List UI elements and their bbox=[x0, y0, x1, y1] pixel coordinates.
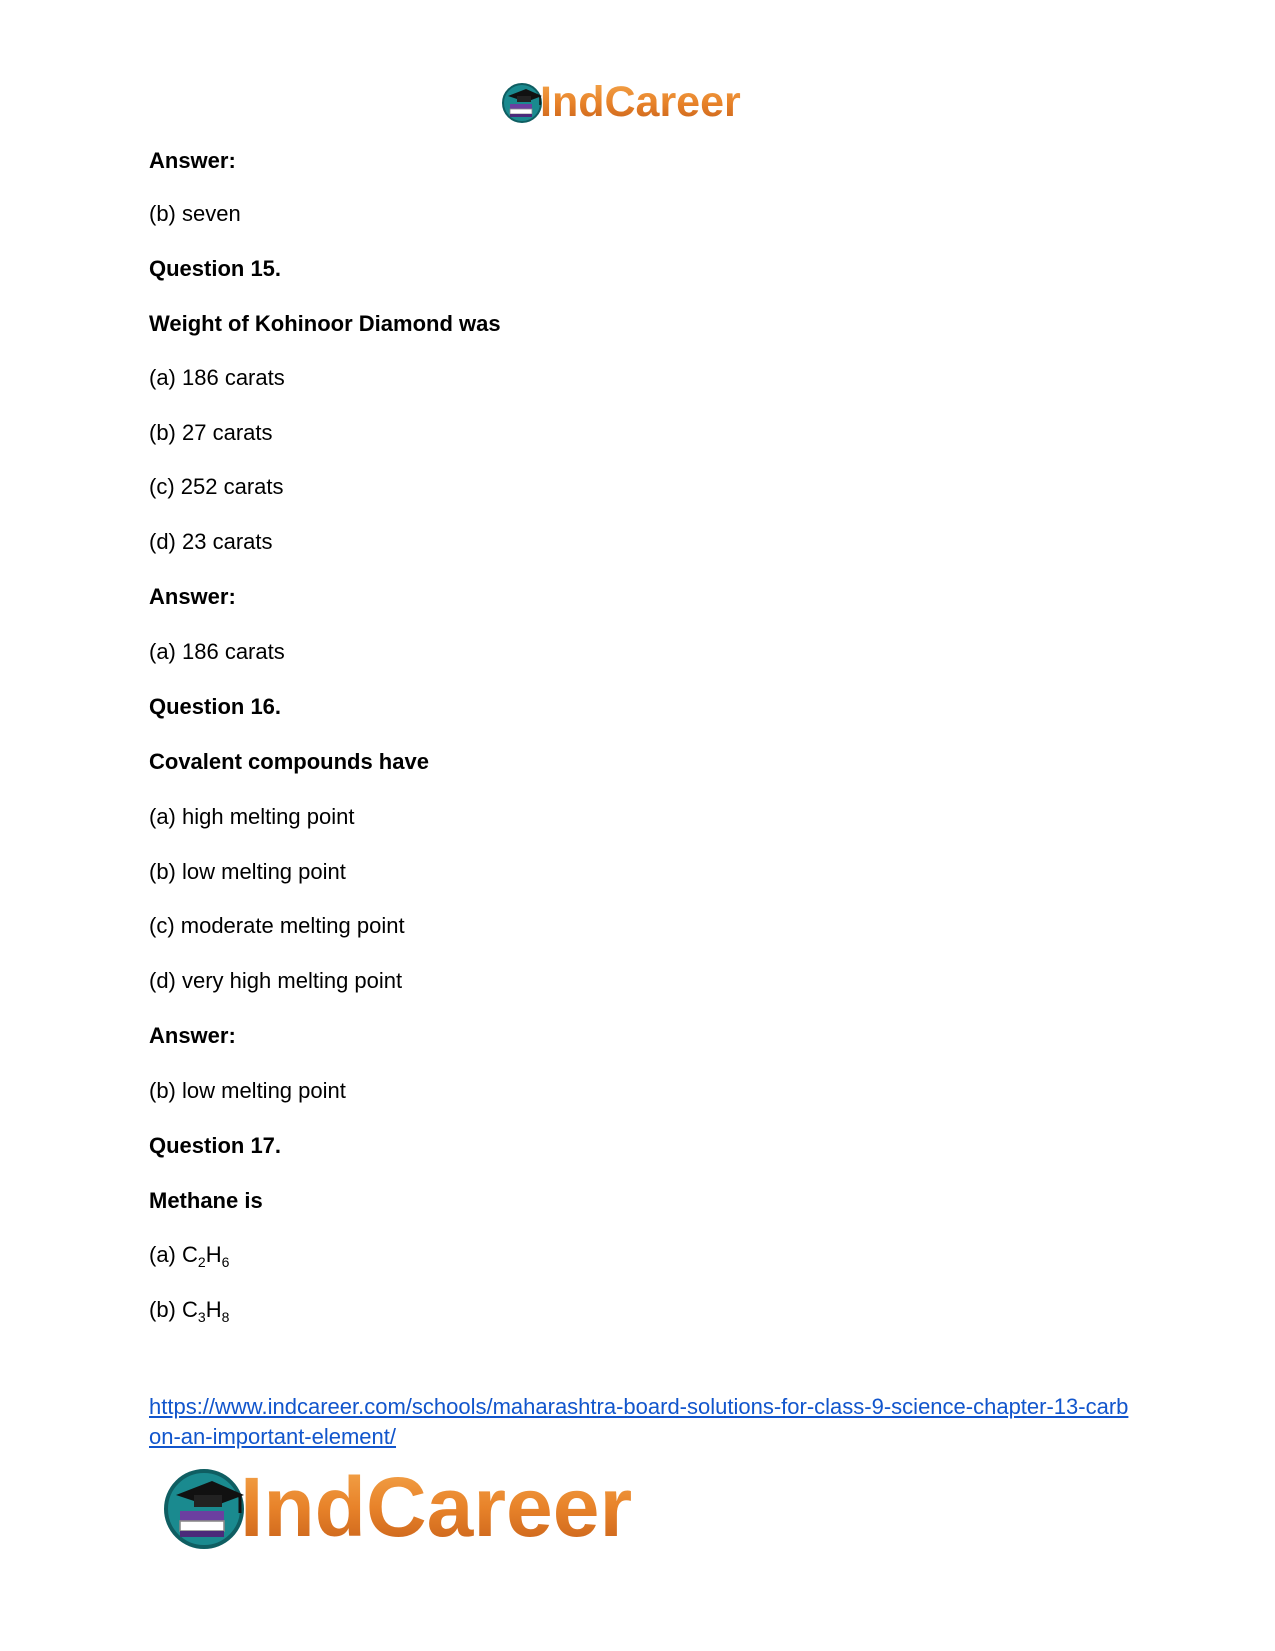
option-item-formula bbox=[149, 1242, 229, 1268]
answer-value: (b) seven bbox=[149, 201, 241, 226]
answer-label: Answer: bbox=[149, 1023, 236, 1048]
brand-wordmark: IndCareer bbox=[540, 77, 741, 126]
question-text: Methane is bbox=[149, 1188, 263, 1213]
brand-wordmark: IndCareer bbox=[240, 1460, 633, 1554]
formula-element: C bbox=[182, 1242, 198, 1267]
formula-element: C bbox=[182, 1297, 198, 1322]
answer-label: Answer: bbox=[149, 148, 236, 173]
option-item: (b) 27 carats bbox=[149, 420, 273, 445]
option-item: (d) 23 carats bbox=[149, 529, 273, 554]
formula-subscript: 3 bbox=[197, 1309, 206, 1325]
option-item-formula bbox=[149, 1297, 229, 1323]
formula-element: H bbox=[205, 1242, 222, 1267]
source-url-link[interactable]: https://www.indcareer.com/schools/maharashtra-board-solutions-for-class-9-science-chapter-13-carbon-an-important-element/ bbox=[149, 1394, 1129, 1449]
graduation-cap-icon bbox=[500, 80, 544, 124]
formula-subscript: 8 bbox=[221, 1309, 230, 1325]
answer-value: (b) low melting point bbox=[149, 1078, 346, 1103]
option-item: (a) high melting point bbox=[149, 804, 355, 829]
option-item: (a) 186 carats bbox=[149, 365, 285, 390]
option-prefix: (a) bbox=[149, 1242, 182, 1267]
header-logo bbox=[500, 76, 741, 128]
option-item: (c) 252 carats bbox=[149, 474, 284, 499]
option-prefix: (b) bbox=[149, 1297, 182, 1322]
option-item: (d) very high melting point bbox=[149, 968, 403, 993]
option-item: (c) moderate melting point bbox=[149, 913, 405, 938]
answer-label: Answer: bbox=[149, 584, 236, 609]
formula-element: H bbox=[205, 1297, 222, 1322]
formula-subscript: 2 bbox=[197, 1254, 206, 1270]
question-text: Covalent compounds have bbox=[149, 749, 429, 774]
question-number: Question 17. bbox=[149, 1133, 282, 1158]
footer-logo bbox=[160, 1462, 632, 1552]
question-number: Question 16. bbox=[149, 694, 282, 719]
answer-value: (a) 186 carats bbox=[149, 639, 285, 664]
question-text: Weight of Kohinoor Diamond was bbox=[149, 311, 501, 336]
graduation-cap-icon bbox=[160, 1463, 248, 1551]
formula-subscript: 6 bbox=[221, 1254, 230, 1270]
option-item: (b) low melting point bbox=[149, 859, 346, 884]
question-number: Question 15. bbox=[149, 256, 282, 281]
